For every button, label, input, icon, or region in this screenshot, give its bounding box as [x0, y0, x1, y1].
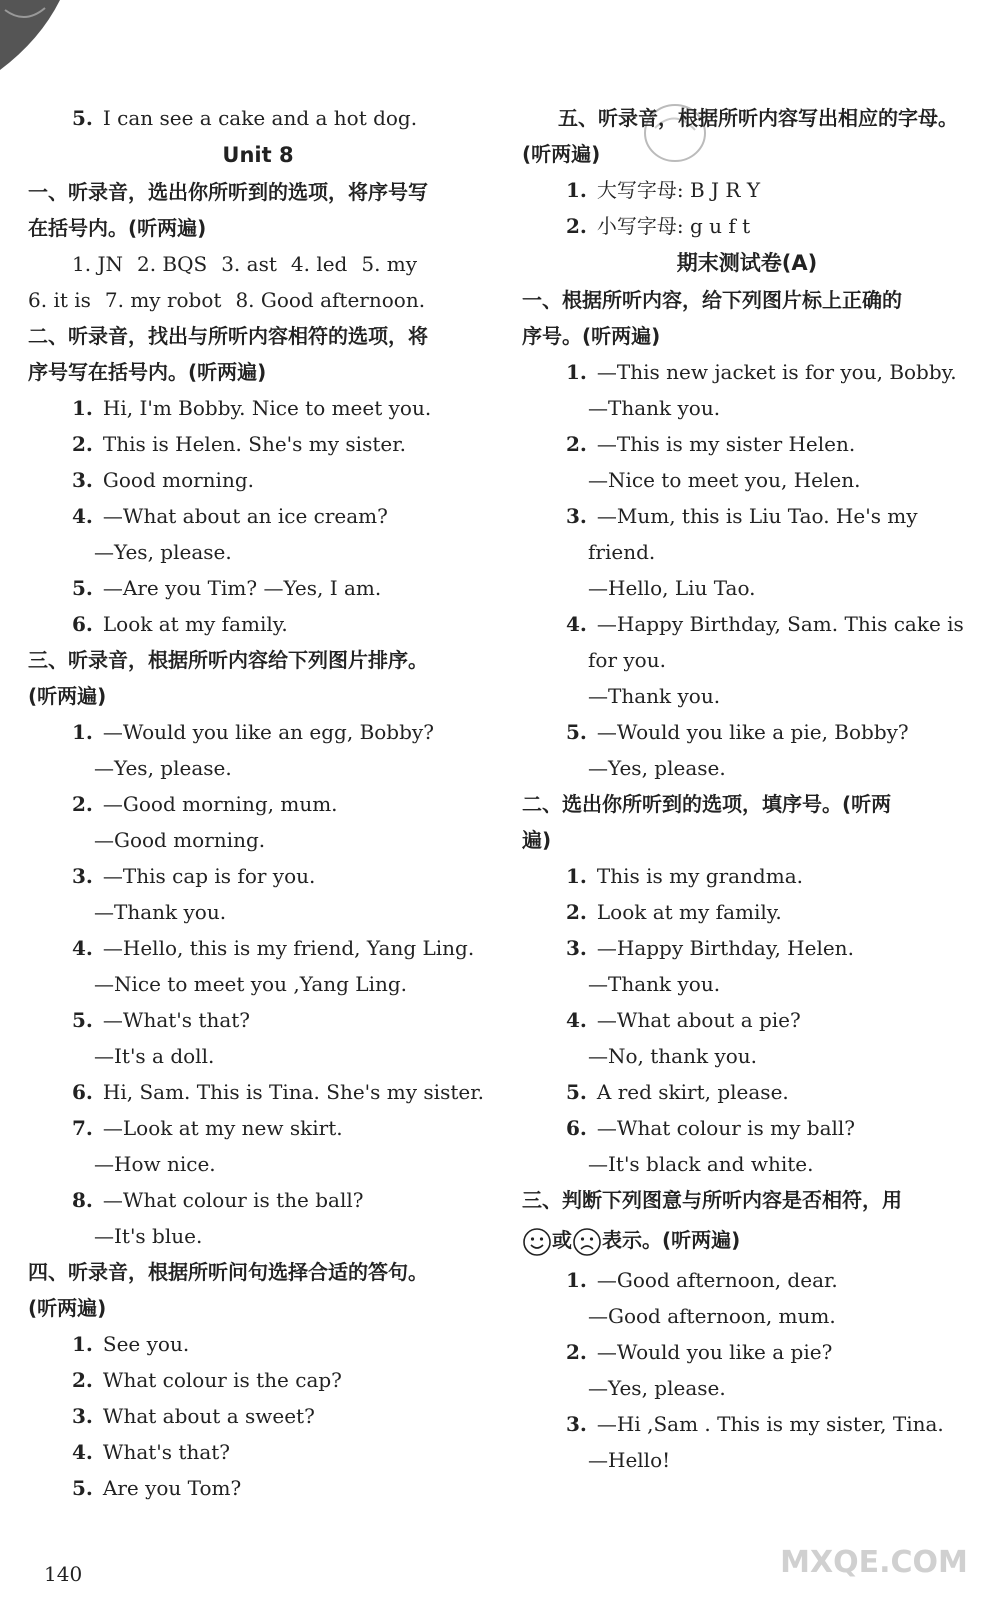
item-number: 4. — [72, 936, 93, 960]
item-number: 3. — [72, 1404, 93, 1428]
item-text: —This new jacket is for you, Bobby. — [596, 360, 957, 384]
item-text: —Good morning. — [94, 828, 266, 852]
section-1-answers-row2: 6. it is 7. my robot 8. Good afternoon. — [28, 288, 426, 312]
item-text: —Yes, please. — [94, 756, 232, 780]
item-text: —Would you like an egg, Bobby? — [102, 720, 434, 744]
svg-text:MXQE.COM: MXQE.COM — [780, 1545, 968, 1580]
item-text: Look at my family. — [102, 612, 288, 636]
exam-section-1-title: 一、根据所听内容，给下列图片标上正确的 — [522, 288, 902, 312]
watermark-logo — [774, 1510, 974, 1590]
item-number: 6. — [72, 1080, 93, 1104]
list-item — [522, 606, 972, 642]
list-item — [28, 894, 488, 930]
item-text: —Happy Birthday, Helen. — [596, 936, 854, 960]
item-text: —What's that? — [102, 1008, 251, 1032]
item-text: —Look at my new skirt. — [102, 1116, 343, 1140]
list-item — [28, 750, 488, 786]
list-item — [522, 1146, 972, 1182]
list-item — [28, 714, 488, 750]
section-1-title-cont: 在括号内。(听两遍) — [28, 216, 207, 240]
list-item — [522, 1110, 972, 1146]
list-item — [28, 1398, 488, 1434]
item-number: 2. — [566, 432, 587, 456]
list-item — [28, 858, 488, 894]
item-number: 3. — [566, 504, 587, 528]
item-number: 2. — [566, 214, 587, 238]
item-number: 2. — [72, 792, 93, 816]
section-4-list — [28, 1326, 488, 1506]
list-item — [522, 1334, 972, 1370]
list-item — [28, 1182, 488, 1218]
item-text: —Good afternoon, dear. — [596, 1268, 838, 1292]
list-item — [522, 966, 972, 1002]
item-text: —Would you like a pie, Bobby? — [596, 720, 909, 744]
list-item — [28, 1038, 488, 1074]
right-column — [522, 100, 972, 1478]
item-text: —Hi ,Sam . This is my sister, Tina. — [596, 1412, 944, 1436]
item-text: Hi, Sam. This is Tina. She's my sister. — [102, 1080, 484, 1104]
smile-face-icon — [522, 1227, 552, 1257]
item-text: —Thank you. — [588, 972, 721, 996]
item-text: What's that? — [102, 1440, 231, 1464]
item-text: —This cap is for you. — [102, 864, 316, 888]
section-5-title: 五、听录音，根据所听内容写出相应的字母。 — [558, 106, 958, 130]
item-text: —Good afternoon, mum. — [588, 1304, 836, 1328]
list-item — [522, 1074, 972, 1110]
section-5-title-cont: (听两遍) — [522, 142, 601, 166]
item-number: 1. — [72, 1332, 93, 1356]
page-number: 140 — [44, 1562, 83, 1586]
item-text: —Yes, please. — [588, 756, 726, 780]
section-3-title-cont: (听两遍) — [28, 684, 107, 708]
list-item — [522, 642, 972, 678]
corner-leaf-decoration — [0, 0, 60, 70]
item-text: Hi, I'm Bobby. Nice to meet you. — [102, 396, 432, 420]
item-text: —It's a doll. — [94, 1044, 215, 1068]
item-text: —It's blue. — [94, 1224, 203, 1248]
section-3-title: 三、听录音，根据所听内容给下列图片排序。 — [28, 648, 428, 672]
list-item — [28, 534, 488, 570]
item-number: 5. — [72, 1476, 93, 1500]
item-number: 5. — [566, 720, 587, 744]
list-item — [522, 354, 972, 390]
list-item — [522, 390, 972, 426]
exam-section-2-title: 二、选出你所听到的选项，填序号。(听两 — [522, 792, 892, 816]
list-item — [28, 462, 488, 498]
item-number: 1. — [566, 1268, 587, 1292]
list-item — [28, 1434, 488, 1470]
item-number: 2. — [566, 900, 587, 924]
list-item — [28, 570, 488, 606]
item-number: 1. — [72, 396, 93, 420]
exam-section-3-list — [522, 1262, 972, 1478]
item-text: 大写字母: B J R Y — [596, 178, 761, 202]
list-item — [28, 1218, 488, 1254]
sad-face-icon — [572, 1227, 602, 1257]
item-text: —Thank you. — [588, 684, 721, 708]
section-5-list — [522, 172, 972, 244]
exam-section-3-title: 三、判断下列图意与所听内容是否相符，用 — [522, 1188, 902, 1212]
item-text: —Hello! — [588, 1448, 671, 1472]
item-text: —Are you Tim? —Yes, I am. — [102, 576, 382, 600]
list-item — [522, 1298, 972, 1334]
list-item — [522, 462, 972, 498]
item-number: 7. — [72, 1116, 93, 1140]
list-item — [522, 750, 972, 786]
list-item — [28, 822, 488, 858]
item-number: 4. — [72, 1440, 93, 1464]
item-text: —It's black and white. — [588, 1152, 814, 1176]
item-number: 3. — [72, 468, 93, 492]
item-text: —What colour is the ball? — [102, 1188, 364, 1212]
item-number: 5. — [72, 576, 93, 600]
item-text: —What colour is my ball? — [596, 1116, 856, 1140]
list-item — [522, 534, 972, 570]
list-item — [522, 426, 972, 462]
item-text: —Hello, Liu Tao. — [588, 576, 756, 600]
item-text: friend. — [588, 540, 656, 564]
section-4-title-cont: (听两遍) — [28, 1296, 107, 1320]
item-text: —Mum, this is Liu Tao. He's my — [596, 504, 918, 528]
item-number: 3. — [566, 936, 587, 960]
section-3-list — [28, 714, 488, 1254]
top-line: 5. I can see a cake and a hot dog. — [72, 106, 418, 130]
left-column — [28, 100, 488, 1506]
list-item — [28, 606, 488, 642]
item-text: —What about an ice cream? — [102, 504, 388, 528]
item-text: 小写字母: g u f t — [596, 214, 751, 238]
list-item — [28, 786, 488, 822]
item-text: This is my grandma. — [596, 864, 803, 888]
list-item — [28, 1326, 488, 1362]
item-text: —Thank you. — [588, 396, 721, 420]
list-item — [522, 1442, 972, 1478]
list-item — [522, 858, 972, 894]
exam-title: 期末测试卷(A) — [676, 251, 818, 275]
list-item — [522, 894, 972, 930]
section-4-title: 四、听录音，根据所听问句选择合适的答句。 — [28, 1260, 428, 1284]
item-text: —Good morning, mum. — [102, 792, 338, 816]
list-item — [28, 1362, 488, 1398]
item-number: 3. — [72, 864, 93, 888]
list-item — [28, 930, 488, 966]
item-number: 5. — [566, 1080, 587, 1104]
item-text: —Yes, please. — [588, 1376, 726, 1400]
list-item — [522, 930, 972, 966]
list-item — [522, 1002, 972, 1038]
item-number: 2. — [566, 1340, 587, 1364]
exam-section-2-list — [522, 858, 972, 1182]
list-item — [522, 172, 972, 208]
exam-section-1-list — [522, 354, 972, 786]
section-2-title-cont: 序号写在括号内。(听两遍) — [28, 360, 267, 384]
section-1-title: 一、听录音，选出你所听到的选项，将序号写 — [28, 180, 428, 204]
item-number: 3. — [566, 1412, 587, 1436]
item-text: —How nice. — [94, 1152, 216, 1176]
item-number: 1. — [566, 360, 587, 384]
list-item — [28, 966, 488, 1002]
item-text: What colour is the cap? — [102, 1368, 342, 1392]
item-number: 8. — [72, 1188, 93, 1212]
list-item — [522, 714, 972, 750]
list-item — [28, 1074, 488, 1110]
unit-title: Unit 8 — [222, 143, 294, 167]
item-text: Good morning. — [102, 468, 254, 492]
item-text: This is Helen. She's my sister. — [102, 432, 406, 456]
item-number: 4. — [566, 612, 587, 636]
list-item — [522, 1406, 972, 1442]
item-number: 1. — [72, 720, 93, 744]
item-number: 1. — [566, 178, 587, 202]
item-text: —Nice to meet you, Helen. — [588, 468, 861, 492]
item-text: for you. — [588, 648, 666, 672]
item-text: —Thank you. — [94, 900, 227, 924]
item-number: 4. — [566, 1008, 587, 1032]
item-text: —Nice to meet you ,Yang Ling. — [94, 972, 408, 996]
list-item — [28, 390, 488, 426]
item-text: —Yes, please. — [94, 540, 232, 564]
item-number: 2. — [72, 432, 93, 456]
list-item — [522, 570, 972, 606]
item-text: —Happy Birthday, Sam. This cake is — [596, 612, 964, 636]
list-item — [522, 208, 972, 244]
item-text: What about a sweet? — [102, 1404, 315, 1428]
item-text: Look at my family. — [596, 900, 782, 924]
item-text: See you. — [102, 1332, 190, 1356]
list-item — [522, 1262, 972, 1298]
list-item — [28, 498, 488, 534]
item-number: 6. — [72, 612, 93, 636]
item-text: —What about a pie? — [596, 1008, 801, 1032]
section-2-title: 二、听录音，找出与所听内容相符的选项，将 — [28, 324, 428, 348]
list-item — [522, 678, 972, 714]
item-text: —Would you like a pie? — [596, 1340, 833, 1364]
list-item — [28, 1146, 488, 1182]
item-text: —No, thank you. — [588, 1044, 758, 1068]
item-text: —Hello, this is my friend, Yang Ling. — [102, 936, 475, 960]
list-item — [522, 498, 972, 534]
list-item — [28, 1470, 488, 1506]
item-text: —This is my sister Helen. — [596, 432, 856, 456]
exam-section-2-title-cont: 遍) — [522, 828, 552, 852]
list-item — [28, 426, 488, 462]
exam-section-1-title-cont: 序号。(听两遍) — [522, 324, 661, 348]
exam-section-3-title-cont: 或 表示。(听两遍) — [522, 1218, 972, 1262]
item-number: 2. — [72, 1368, 93, 1392]
item-text: Are you Tom? — [102, 1476, 242, 1500]
section-1-answers-row1: 1. JN 2. BQS 3. ast 4. led 5. my — [72, 252, 418, 276]
list-item — [28, 1110, 488, 1146]
item-text: A red skirt, please. — [596, 1080, 789, 1104]
item-number: 5. — [72, 1008, 93, 1032]
list-item — [28, 1002, 488, 1038]
section-2-list — [28, 390, 488, 642]
item-number: 4. — [72, 504, 93, 528]
list-item — [522, 1038, 972, 1074]
item-number: 1. — [566, 864, 587, 888]
item-number: 6. — [566, 1116, 587, 1140]
list-item — [522, 1370, 972, 1406]
